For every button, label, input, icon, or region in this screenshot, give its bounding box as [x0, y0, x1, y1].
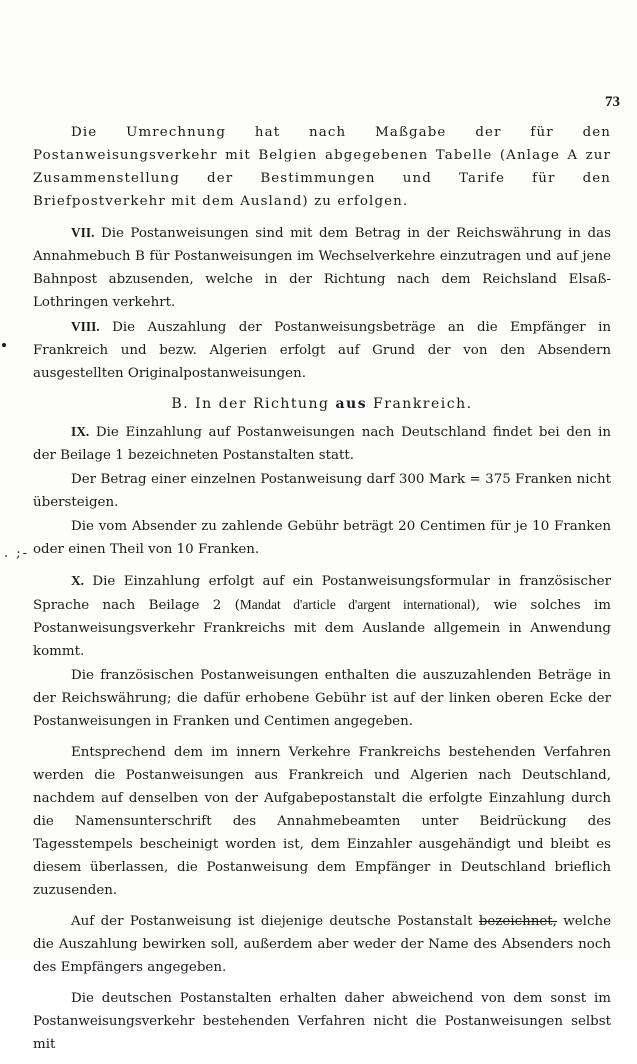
paragraph-text: Auf der Postanweisung ist diejenige deutsche Postanstalt [71, 914, 479, 929]
paragraph-section-vii [33, 221, 611, 314]
heading-emphasis: aus [335, 396, 368, 412]
paragraph-fee [33, 515, 611, 561]
paragraph-text: Die Auszahlung der Postanweisungsbeträge an die Empfänger in Frankreich und bezw. Algerien erfolgt auf Grund der von den Absendern ausgestellten Originalpostanweisungen. [33, 320, 611, 381]
paragraph-text-continued: ), wie solches im Postanweisungsverkehr Frankreichs mit dem Auslande allgemein in Anwendung kommt. [33, 598, 611, 659]
paragraph-section-ix [33, 420, 611, 467]
paragraph-conversion-rule [33, 121, 611, 213]
paragraph-german-offices [33, 987, 611, 1056]
section-numeral: VIII. [71, 319, 100, 334]
paragraph-procedure [33, 741, 611, 902]
paragraph-section-x [33, 569, 611, 663]
section-numeral: IX. [71, 424, 90, 439]
section-numeral: X. [71, 573, 85, 588]
paragraph-section-viii [33, 315, 611, 385]
french-form-name: Mandat d'article d'argent international [239, 597, 471, 612]
page-number: 73 [605, 94, 620, 110]
section-numeral: VII. [71, 225, 95, 240]
struck-word: bezeichnet, [478, 914, 557, 929]
paragraph-text: Entsprechend dem im innern Verkehre Frankreichs bestehenden Verfahren werden die Postanweisungen aus Frankreich und Algerien nach Deutschland, nachdem auf denselben von der Aufgabepostanstalt die erfolgte Einzahlung durch die Namensunterschrift des Annahmebeamten unter Beidrückung des Tagesstempels bescheinigt worden ist, dem Einzahler ausgehändigt und bleibt es diesem überlassen, die Postanweisung dem Empfänger in Deutschland brieflich zuzusenden. [33, 745, 611, 898]
paragraph-text-continued: welche die Auszahlung bewirken soll, außerdem aber weder der Name des Absenders noch des Empfängers angegeben. [33, 914, 611, 975]
paragraph-text: Die Einzahlung auf Postanweisungen nach Deutschland findet bei den in der Beilage 1 bezeichneten Postanstalten statt. [33, 425, 611, 463]
paragraph-french-money-orders [33, 664, 611, 733]
paragraph-text: Die Umrechnung hat nach Maßgabe der für den Postanweisungsverkehr mit Belgien abgegebenen Tabelle (Anlage A zur Zusammenstellung der Bestimmungen und Tarife für den Briefpostverkehr mit dem Ausland) zu erfolgen. [33, 125, 611, 209]
margin-ink-dot [2, 343, 6, 347]
paragraph-recipient-office [33, 910, 611, 979]
paragraph-text: Die deutschen Postanstalten erhalten daher abweichend von dem sonst im Postanweisungsverkehr bestehenden Verfahren nicht die Postanweisungen selbst mit [33, 991, 611, 1052]
margin-annotation: . ;- [4, 546, 30, 561]
paragraph-text: Die Postanweisungen sind mit dem Betrag in der Reichswährung in das Annahmebuch B für Postanweisungen im Wechselverkehre einzutragen und auf jene Bahnpost abzusenden, welche in der Richtung nach dem Reichsland Elsaß-Lothringen verkehrt. [33, 226, 611, 310]
paragraph-text: Die vom Absender zu zahlende Gebühr beträgt 20 Centimen für je 10 Franken oder einen Theil von 10 Franken. [33, 519, 611, 557]
body-text [33, 121, 611, 1064]
heading-suffix: Frankreich. [373, 396, 473, 412]
paragraph-amount-limit [33, 468, 611, 514]
section-heading [33, 393, 611, 416]
paragraph-text: Die Einzahlung erfolgt auf ein Postanweisungsformular in französischer Sprache nach Beilage 2 ( [33, 574, 611, 613]
heading-prefix: B. In der Richtung [171, 396, 330, 412]
paragraph-text: Die französischen Postanweisungen enthalten die auszuzahlenden Beträge in der Reichswährung; die dafür erhobene Gebühr ist auf der linken oberen Ecke der Postanweisungen in Franken und Centimen angegeben. [33, 668, 611, 729]
paragraph-text: Der Betrag einer einzelnen Postanweisung darf 300 Mark = 375 Franken nicht übersteigen. [33, 472, 611, 510]
